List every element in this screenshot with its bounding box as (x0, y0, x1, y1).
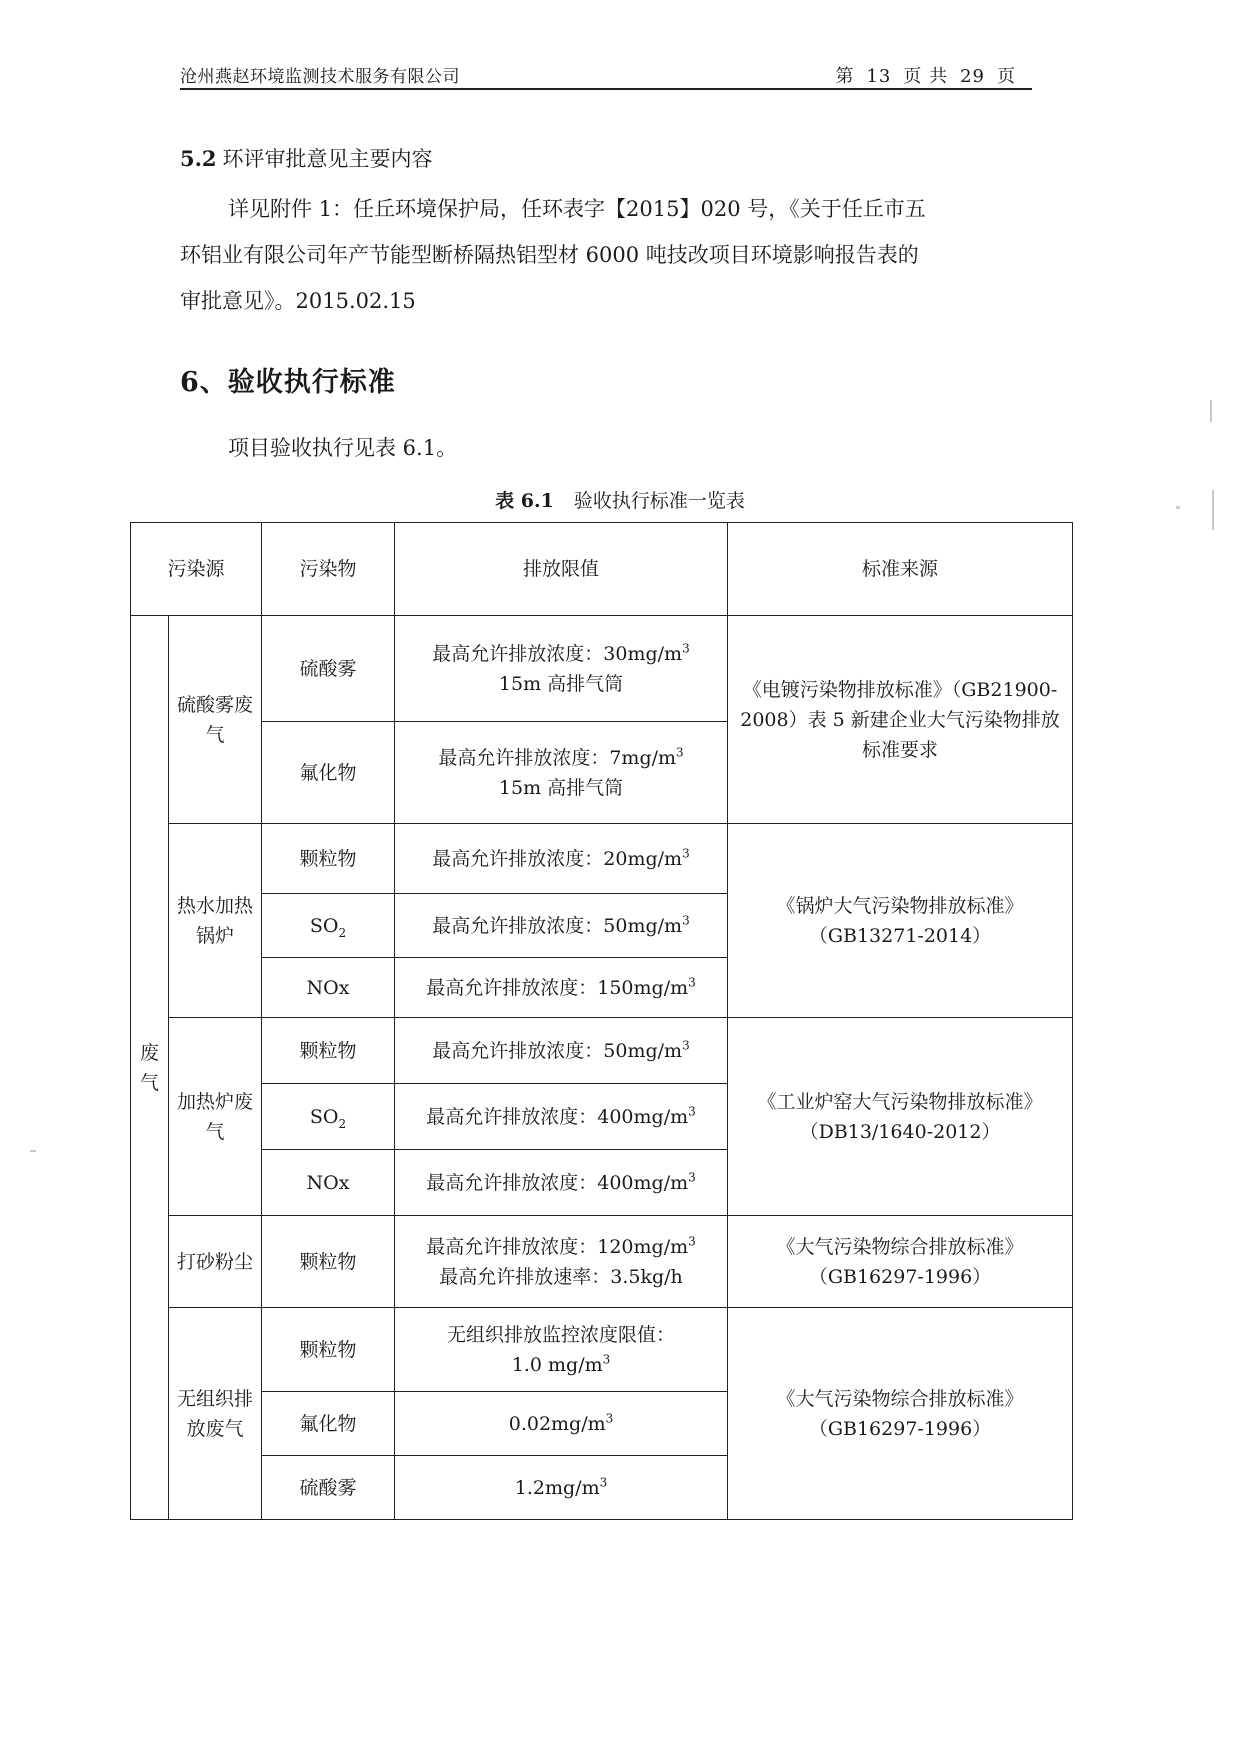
scan-mark (1210, 400, 1212, 422)
table-caption: 表 6.1 验收执行标准一览表 (495, 490, 745, 512)
standards-table (130, 522, 1073, 1520)
header-pollutant: 污染物 (262, 523, 395, 616)
pollutant-cell: 颗粒物 (262, 1216, 395, 1308)
pollutant-cell: 氟化物 (262, 1392, 395, 1456)
total-pages: 29 (960, 66, 985, 87)
category-cell: 废气 (131, 616, 169, 1520)
limit-cell: 最高允许排放浓度：$400mg/m^3$ (395, 1084, 728, 1150)
table-row (131, 616, 1073, 722)
approval-paragraph: 详见附件 1：任丘环境保护局，任环表字【2015】020 号，《关于任丘市五 环铝业有限公司年产节能型断桥隔热铝型材 6000 吨技改项目环境影响报告表的 审批意见》。2015.02.15 (180, 197, 926, 313)
table-header-row (131, 523, 1073, 616)
pollutant-cell: 氟化物 (262, 722, 395, 824)
scan-mark (1176, 506, 1180, 509)
pollutant-cell: 颗粒物 (262, 824, 395, 894)
limit-cell: 无组织排放监控浓度限值： 1.0 $mg/m^3$ (395, 1308, 728, 1392)
scan-mark (30, 1150, 36, 1152)
standard-cell: 《锅炉大气污染物排放标准》（GB13271-2014） (728, 824, 1073, 1018)
standard-cell: 《大气污染物综合排放标准》（GB16297-1996） (728, 1308, 1073, 1520)
limit-cell: 最高允许排放浓度：$50mg/m^3$ (395, 894, 728, 958)
limit-cell: 最高允许排放浓度：$120mg/m^3$ 最高允许排放速率：3.5kg/h (395, 1216, 728, 1308)
limit-cell: 最高允许排放浓度：$7mg/m^3$ 15m 高排气筒 (395, 722, 728, 824)
limit-cell: $0.02mg/m^3$ (395, 1392, 728, 1456)
table-row (131, 1018, 1073, 1084)
section-6-intro: 项目验收执行见表 6.1。 (228, 436, 458, 460)
header-limit: 排放限值 (395, 523, 728, 616)
limit-cell: 最高允许排放浓度：$20mg/m^3$ (395, 824, 728, 894)
pollutant-cell: $SO_2$ (262, 1084, 395, 1150)
section-6-heading: 6、验收执行标准 (180, 367, 396, 398)
header-source: 污染源 (131, 523, 262, 616)
company-name: 沧州燕赵环境监测技术服务有限公司 (180, 67, 460, 87)
table-row (131, 1308, 1073, 1392)
source-cell: 打砂粉尘 (169, 1216, 262, 1308)
limit-cell: 最高允许排放浓度：$30mg/m^3$ 15m 高排气筒 (395, 616, 728, 722)
limit-cell: 最高允许排放浓度：$400mg/m^3$ (395, 1150, 728, 1216)
page-indicator: 第 13 页 共 29 页 (835, 66, 1016, 87)
pollutant-cell: 硫酸雾 (262, 1456, 395, 1520)
table-row (131, 1216, 1073, 1308)
source-cell: 热水加热锅炉 (169, 824, 262, 1018)
pollutant-cell: 硫酸雾 (262, 616, 395, 722)
section-5-2-heading: 5.2 环评审批意见主要内容 (180, 146, 433, 171)
standard-cell: 《工业炉窑大气污染物排放标准》（DB13/1640-2012） (728, 1018, 1073, 1216)
pollutant-cell: NOx (262, 1150, 395, 1216)
source-cell: 加热炉废气 (169, 1018, 262, 1216)
header-standard: 标准来源 (728, 523, 1073, 616)
scan-mark (1212, 490, 1214, 530)
standard-cell: 《电镀污染物排放标准》（GB21900-2008）表 5 新建企业大气污染物排放标准要求 (728, 616, 1073, 824)
pollutant-cell: $SO_2$ (262, 894, 395, 958)
standard-cell: 《大气污染物综合排放标准》（GB16297-1996） (728, 1216, 1073, 1308)
limit-cell: 最高允许排放浓度：$150mg/m^3$ (395, 958, 728, 1018)
pollutant-cell: 颗粒物 (262, 1308, 395, 1392)
limit-cell: 最高允许排放浓度：$50mg/m^3$ (395, 1018, 728, 1084)
page-header (180, 58, 1032, 90)
page-number: 13 (866, 66, 892, 87)
source-cell: 无组织排放废气 (169, 1308, 262, 1520)
limit-cell: $1.2mg/m^3$ (395, 1456, 728, 1520)
pollutant-cell: NOx (262, 958, 395, 1018)
source-cell: 硫酸雾废气 (169, 616, 262, 824)
pollutant-cell: 颗粒物 (262, 1018, 395, 1084)
table-row (131, 824, 1073, 894)
